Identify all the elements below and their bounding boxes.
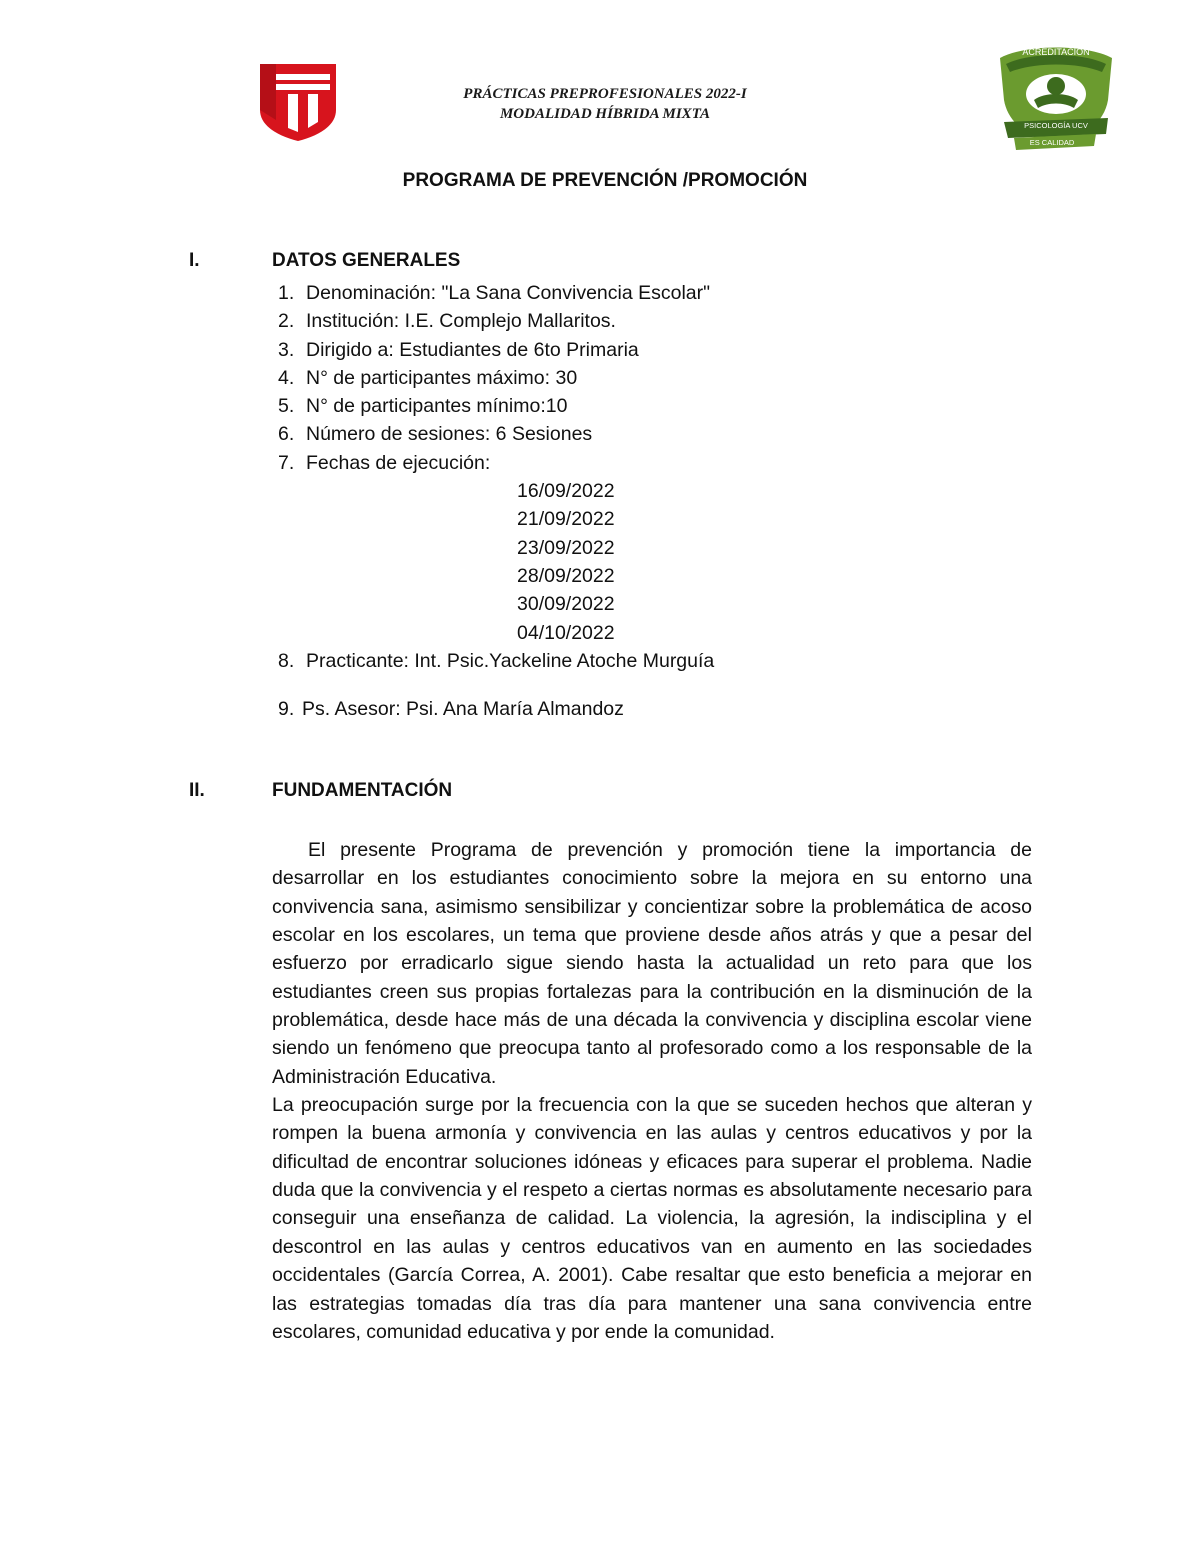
paragraph: El presente Programa de prevención y promoción tiene la importancia de desarrollar en los estudiantes conocimiento sobre la mejora en su entorno una convivencia sana, asimismo sensibilizar y concientizar sobre la problemática de acoso escolar en los escolares, un tema que proviene desde años atrás y que a pesar del esfuerzo por erradicarlo sigue siendo hasta la actualidad un reto para que los estudiantes creen sus propias fortalezas para la contribución en la disminución de la problemática, desde hace más de una década la convivencia y disciplina escolar viene siendo un fenómeno que preocupa tanto al profesorado como a los responsable de la Administración Educativa. — [272, 839, 1032, 1088]
execution-date: 23/09/2022 — [517, 536, 615, 559]
execution-date: 21/09/2022 — [517, 508, 615, 531]
item-text: Denominación: "La Sana Convivencia Escolar" — [306, 282, 711, 304]
execution-date: 28/09/2022 — [517, 564, 615, 587]
list-item — [272, 647, 1032, 675]
item-number: 1. — [278, 282, 295, 304]
list-item — [272, 449, 1032, 477]
item-number: 4. — [278, 366, 295, 389]
page-title: PROGRAMA DE PREVENCIÓN /PROMOCIÓN — [402, 170, 808, 191]
accreditation-logo-line1: PSICOLOGÍA UCV — [1024, 121, 1088, 130]
item-number: 3. — [278, 338, 295, 361]
list-item — [272, 307, 1032, 335]
list-item — [272, 279, 1032, 307]
section-1-number: I. — [189, 250, 200, 271]
item-number: 5. — [278, 395, 295, 418]
item-number: 9. — [278, 698, 295, 721]
section-1-title: DATOS GENERALES — [272, 250, 461, 271]
fundamentacion-body — [272, 836, 1032, 1346]
list-item — [272, 695, 1032, 723]
execution-date: 30/09/2022 — [517, 593, 615, 616]
item-number: 7. — [278, 451, 295, 474]
list-item — [272, 336, 1032, 364]
section-2-title: FUNDAMENTACIÓN — [272, 780, 453, 801]
item-number: 8. — [278, 649, 295, 672]
item-number: 6. — [278, 423, 295, 446]
execution-date: 04/10/2022 — [517, 621, 615, 644]
item-number: 2. — [278, 310, 295, 333]
item-text: Dirigido a: Estudiantes de 6to Primaria — [306, 338, 639, 361]
section-2-number: II. — [189, 780, 205, 801]
accreditation-logo-line2: ES CALIDAD — [1029, 138, 1075, 147]
item-text: N° de participantes máximo: 30 — [306, 366, 578, 389]
list-item — [272, 392, 1032, 420]
accreditation-logo-top-text: ACREDITACIÓN — [1022, 47, 1090, 57]
item-text: N° de participantes mínimo:10 — [306, 395, 568, 418]
paragraph: La preocupación surge por la frecuencia con la que se suceden hechos que alteran y rompen la buena armonía y convivencia en las aulas y centros educativos y por la dificultad de encontrar soluciones idóneas y eficaces para superar el problema. Nadie duda que la convivencia y el respeto a ciertas normas es absolutamente necesario para conseguir una enseñanza de calidad. La violencia, la agresión, la indisciplina y el descontrol en las aulas y centros educativos van en aumento en las sociedades occidentales (García Correa, A. 2001). Cabe resaltar que esto beneficia a mejorar en las estrategias tomadas día tras día para mantener una sana convivencia entre escolares, comunidad educativa y por ende la comunidad. — [272, 1094, 1032, 1343]
item-text: Ps. Asesor: Psi. Ana María Almandoz — [302, 698, 624, 721]
item-text: Número de sesiones: 6 Sesiones — [306, 423, 593, 446]
general-data-list — [272, 279, 1032, 723]
list-item — [272, 364, 1032, 392]
list-item — [272, 420, 1032, 448]
execution-date: 16/09/2022 — [517, 480, 615, 503]
header-modality-line: MODALIDAD HÍBRIDA MIXTA — [499, 106, 711, 122]
item-text: Practicante: Int. Psic.Yackeline Atoche Murguía — [306, 649, 715, 672]
item-text: Fechas de ejecución: — [306, 451, 491, 474]
header-program-line: PRÁCTICAS PREPROFESIONALES 2022-I — [463, 86, 747, 102]
item-text: Institución: I.E. Complejo Mallaritos. — [306, 310, 616, 333]
execution-dates-list — [272, 477, 1032, 647]
